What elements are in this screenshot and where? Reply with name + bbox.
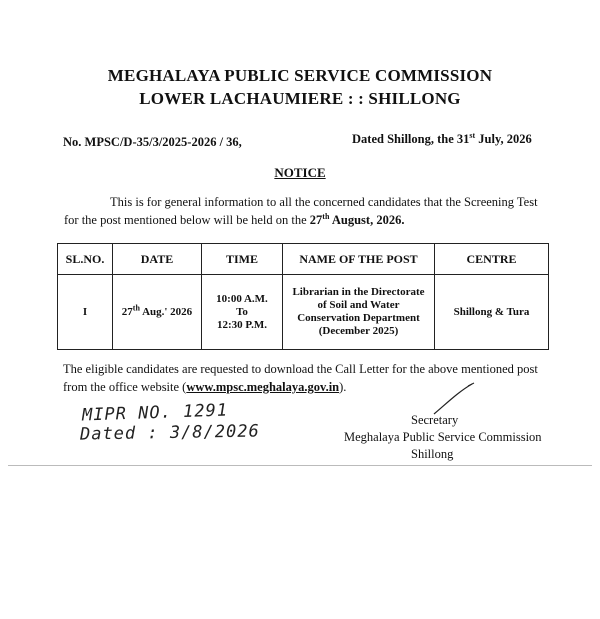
commission-address: LOWER LACHAUMIERE : : SHILLONG (139, 89, 461, 108)
cell-centre: Shillong & Tura (435, 275, 549, 350)
commission-name: MEGHALAYA PUBLIC SERVICE COMMISSION (107, 66, 493, 85)
cell-time: 10:00 A.M. To 12:30 P.M. (202, 275, 283, 350)
cell-slno: I (58, 275, 113, 350)
signatory-designation: Secretary (411, 413, 459, 427)
page-divider (8, 465, 592, 466)
intro-paragraph (64, 193, 544, 229)
reference-number: No. MPSC/D-35/3/2025-2026 / 36, (63, 135, 242, 149)
cell-date: 27th Aug.' 2026 (113, 275, 202, 350)
closing-paragraph: The eligible candidates are requested to download the Call Letter for the above mentioned post from the office website (www.mpsc.meghalaya.gov.in). (63, 362, 538, 394)
dated-prefix: Dated Shillong, the 31 (352, 132, 470, 146)
signatory-place: Shillong (411, 447, 454, 461)
header-time: TIME (202, 244, 283, 275)
schedule-table (57, 243, 549, 350)
table-row (58, 275, 549, 350)
test-date: 27th August, 2026. (309, 211, 405, 227)
header-centre: CENTRE (435, 244, 549, 275)
header-slno: SL.NO. (58, 244, 113, 275)
table-header-row (58, 244, 549, 275)
dated-line (352, 132, 532, 147)
dated-suffix: July, 2026 (475, 132, 532, 146)
dated-superscript: st (469, 130, 476, 140)
notice-title: NOTICE (274, 165, 326, 180)
website-link[interactable]: www.mpsc.meghalaya.gov.in (186, 380, 340, 394)
handwritten-date: Dated : 3/8/2026 (79, 421, 260, 445)
header-date: DATE (113, 244, 202, 275)
header-post: NAME OF THE POST (283, 244, 435, 275)
handwritten-mipr-number: MIPR NO. 1291 (81, 400, 229, 426)
cell-post: Librarian in the Directorate of Soil and Water Conservation Department (December 2025) (283, 275, 435, 350)
signatory-office: Meghalaya Public Service Commission (344, 430, 542, 444)
intro-text: This is for general information to all the concerned candidates that the Screening Test for the post mentioned below will be held on the (64, 195, 538, 227)
